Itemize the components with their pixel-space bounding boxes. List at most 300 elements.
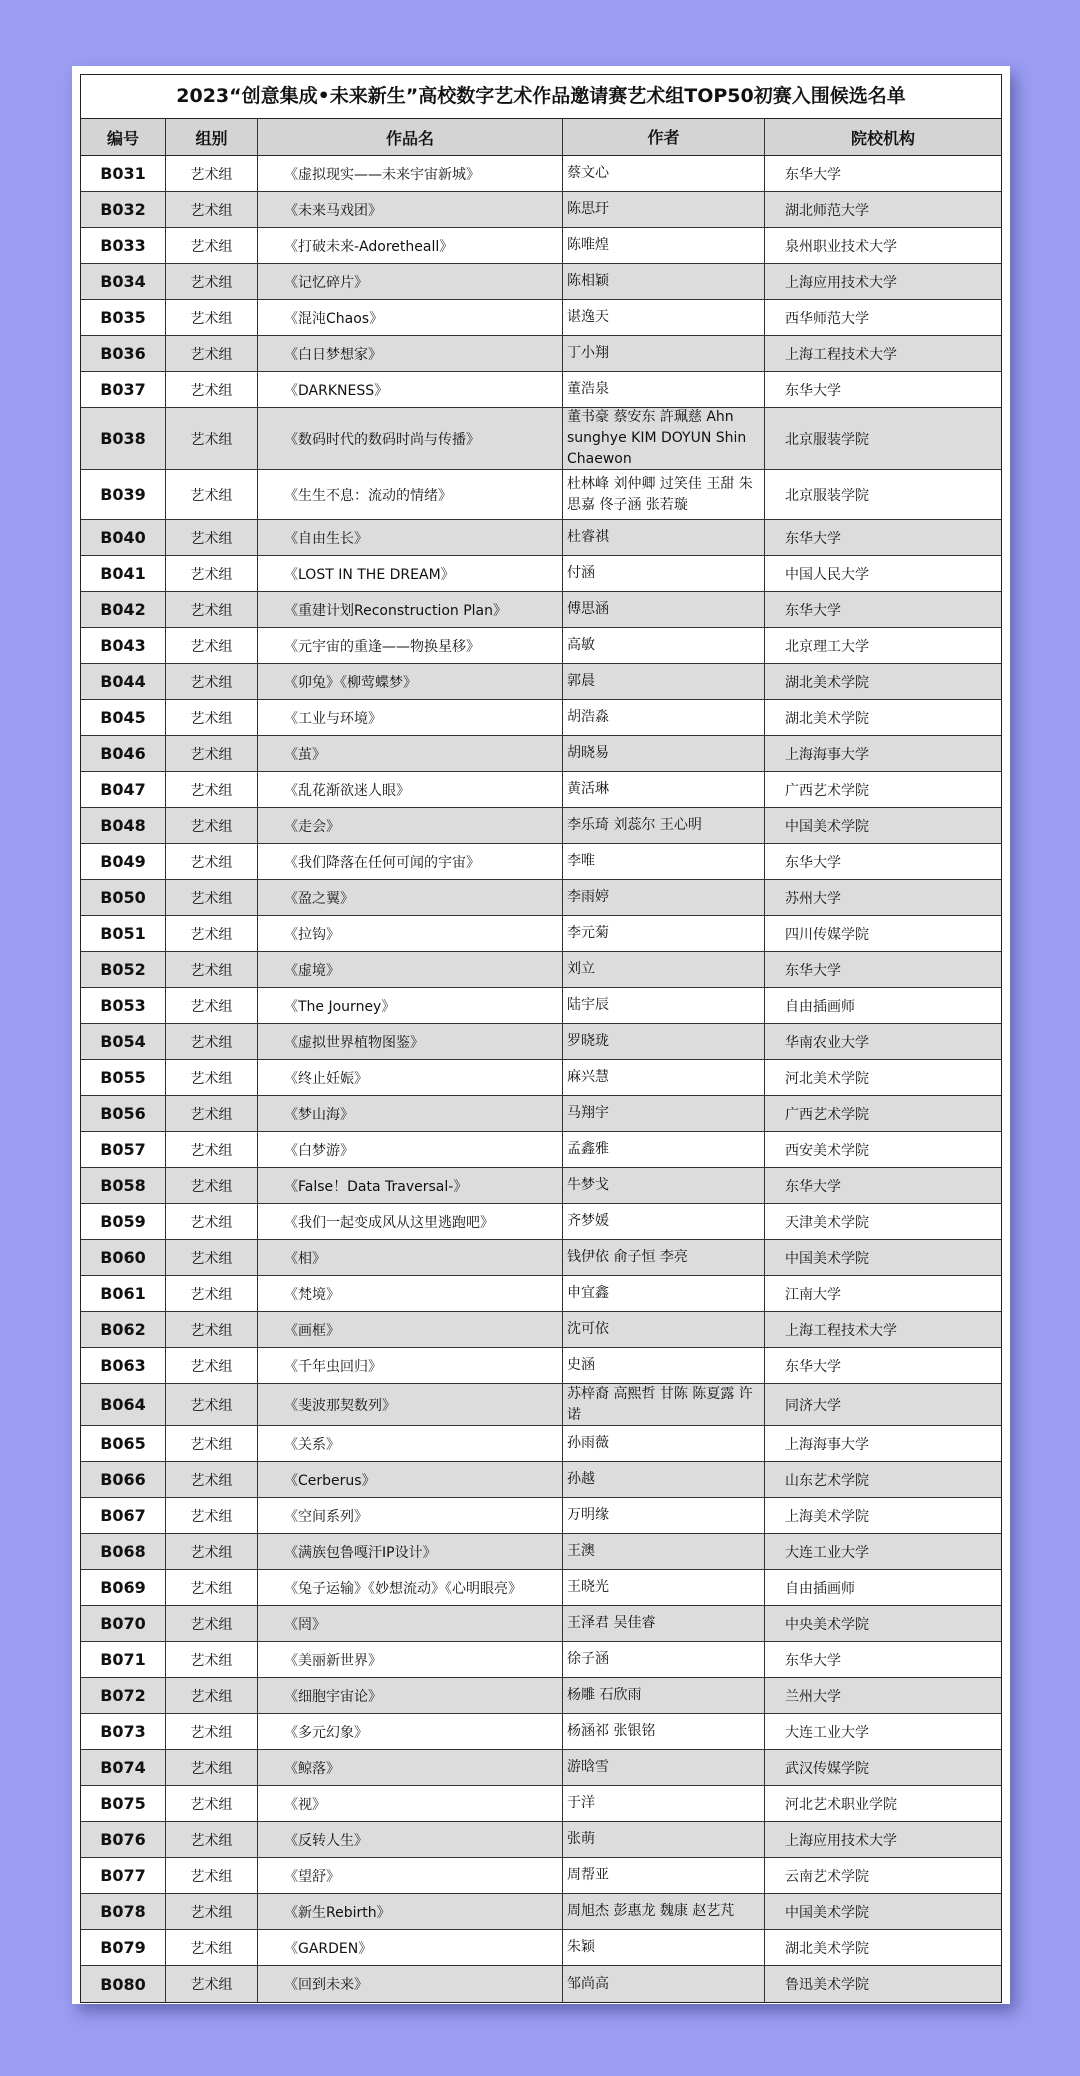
entry-group: 艺术组: [166, 1570, 258, 1605]
entry-id: B073: [81, 1714, 166, 1749]
entry-author: 蔡文心: [563, 156, 765, 191]
entry-author: 陆宇辰: [563, 988, 765, 1023]
entry-group: 艺术组: [166, 1168, 258, 1203]
entry-id: B046: [81, 736, 166, 771]
entry-institution: 同济大学: [785, 1397, 841, 1414]
entry-id: B045: [81, 700, 166, 735]
entry-author: 王澳: [563, 1534, 765, 1569]
entry-id: B063: [81, 1348, 166, 1383]
table-row: [81, 1204, 1001, 1240]
entry-id: B078: [81, 1894, 166, 1929]
entry-institution: 湖北美术学院: [785, 710, 869, 727]
entry-group: 艺术组: [166, 1642, 258, 1677]
entry-work-title: 《茧》: [258, 736, 563, 771]
table-row: [81, 1858, 1001, 1894]
table-row: [81, 1096, 1001, 1132]
entry-id: B038: [81, 408, 166, 469]
entry-work-title: 《多元幻象》: [258, 1714, 563, 1749]
entry-author: 胡晓易: [563, 736, 765, 771]
entry-institution: 北京服装学院: [785, 431, 869, 448]
entry-institution: 自由插画师: [785, 998, 855, 1015]
entry-work-title: 《Cerberus》: [258, 1462, 563, 1497]
entry-author: 于洋: [563, 1786, 765, 1821]
entry-group: 艺术组: [166, 264, 258, 299]
entry-author: 周帮亚: [563, 1858, 765, 1893]
entry-group: 艺术组: [166, 300, 258, 335]
entry-author: 罗晓珑: [563, 1024, 765, 1059]
entry-author: 万明缘: [563, 1498, 765, 1533]
entry-institution: 兰州大学: [785, 1688, 841, 1705]
entry-institution: 上海海事大学: [785, 746, 869, 763]
entry-work-title: 《我们降落在任何可闻的宇宙》: [258, 844, 563, 879]
table-row: [81, 1642, 1001, 1678]
entry-group: 艺术组: [166, 952, 258, 987]
entry-group: 艺术组: [166, 1894, 258, 1929]
entry-author: 胡浩淼: [563, 700, 765, 735]
entry-work-title: 《梵境》: [258, 1276, 563, 1311]
entry-group: 艺术组: [166, 1966, 258, 2002]
entry-institution: 湖北师范大学: [785, 202, 869, 219]
entry-group: 艺术组: [166, 1132, 258, 1167]
entry-author: 杜林峰 刘仲卿 过笑佳 王甜 朱思嘉 佟子涵 张若璇: [563, 470, 765, 519]
entry-institution: 天津美术学院: [785, 1214, 869, 1231]
entry-id: B035: [81, 300, 166, 335]
entry-id: B042: [81, 592, 166, 627]
entry-work-title: 《记忆碎片》: [258, 264, 563, 299]
table-row: [81, 916, 1001, 952]
entry-institution: 云南艺术学院: [785, 1868, 869, 1885]
table-row: [81, 952, 1001, 988]
entry-work-title: 《False！Data Traversal-》: [258, 1168, 563, 1203]
column-header-group: 组别: [166, 119, 258, 155]
table-title: 2023“创意集成•未来新生”高校数字艺术作品邀请赛艺术组TOP50初赛入围候选名单: [81, 75, 1001, 119]
entry-work-title: 《LOST IN THE DREAM》: [258, 556, 563, 591]
entry-id: B051: [81, 916, 166, 951]
entry-institution: 大连工业大学: [785, 1544, 869, 1561]
entry-work-title: 《关系》: [258, 1426, 563, 1461]
entry-author: 王泽君 吴佳睿: [563, 1606, 765, 1641]
table-row: [81, 1348, 1001, 1384]
entry-group: 艺术组: [166, 336, 258, 371]
entry-author: 孙雨薇: [563, 1426, 765, 1461]
entry-group: 艺术组: [166, 1312, 258, 1347]
entry-author: 陈唯煌: [563, 228, 765, 263]
entry-id: B055: [81, 1060, 166, 1095]
table-row: [81, 1894, 1001, 1930]
entry-institution: 湖北美术学院: [785, 1940, 869, 1957]
entry-id: B064: [81, 1384, 166, 1425]
entry-author: 李雨婷: [563, 880, 765, 915]
entry-id: B040: [81, 520, 166, 555]
entry-institution: 广西艺术学院: [785, 1106, 869, 1123]
entry-work-title: 《兔子运输》《妙想流动》《心明眼亮》: [258, 1570, 563, 1605]
entry-group: 艺术组: [166, 844, 258, 879]
entry-institution: 大连工业大学: [785, 1724, 869, 1741]
entry-institution: 中国美术学院: [785, 818, 869, 835]
entry-group: 艺术组: [166, 408, 258, 469]
entry-group: 艺术组: [166, 1426, 258, 1461]
entry-work-title: 《满族包鲁嘎汗IP设计》: [258, 1534, 563, 1569]
table-row: [81, 592, 1001, 628]
entry-group: 艺术组: [166, 1096, 258, 1131]
table-row: [81, 1024, 1001, 1060]
entry-group: 艺术组: [166, 1714, 258, 1749]
entry-work-title: 《千年虫回归》: [258, 1348, 563, 1383]
entry-institution: 上海应用技术大学: [785, 274, 897, 291]
entry-id: B052: [81, 952, 166, 987]
entry-work-title: 《我们一起变成风从这里逃跑吧》: [258, 1204, 563, 1239]
entry-institution: 东华大学: [785, 166, 841, 183]
entry-author: 孙越: [563, 1462, 765, 1497]
entry-work-title: 《生生不息：流动的情绪》: [258, 470, 563, 519]
entry-work-title: 《鲸落》: [258, 1750, 563, 1785]
entry-work-title: 《回到未来》: [258, 1966, 563, 2002]
entry-institution: 西安美术学院: [785, 1142, 869, 1159]
entry-group: 艺术组: [166, 1822, 258, 1857]
entry-work-title: 《元宇宙的重逢——物换星移》: [258, 628, 563, 663]
column-header-id: 编号: [81, 119, 166, 155]
entry-id: B053: [81, 988, 166, 1023]
table-row: [81, 1714, 1001, 1750]
entry-work-title: 《卯兔》《柳莺蝶梦》: [258, 664, 563, 699]
entry-group: 艺术组: [166, 1060, 258, 1095]
table-row: [81, 156, 1001, 192]
entry-group: 艺术组: [166, 628, 258, 663]
entry-institution: 自由插画师: [785, 1580, 855, 1597]
entry-id: B068: [81, 1534, 166, 1569]
entry-group: 艺术组: [166, 556, 258, 591]
entry-institution: 河北美术学院: [785, 1070, 869, 1087]
entry-group: 艺术组: [166, 1786, 258, 1821]
table-row: [81, 1240, 1001, 1276]
entry-author: 史涵: [563, 1348, 765, 1383]
entry-work-title: 《罔》: [258, 1606, 563, 1641]
entry-id: B076: [81, 1822, 166, 1857]
entry-id: B044: [81, 664, 166, 699]
entry-institution: 中国美术学院: [785, 1904, 869, 1921]
entry-author: 丁小翔: [563, 336, 765, 371]
entry-id: B047: [81, 772, 166, 807]
column-header-institution: 院校机构: [850, 128, 915, 148]
entry-group: 艺术组: [166, 1858, 258, 1893]
table-row: [81, 628, 1001, 664]
entry-id: B074: [81, 1750, 166, 1785]
table-row: [81, 372, 1001, 408]
entry-institution: 武汉传媒学院: [785, 1760, 869, 1777]
entry-author: 周旭杰 彭惠龙 魏康 赵艺芃: [563, 1894, 765, 1929]
table-row: [81, 1426, 1001, 1462]
entry-author: 邹尚高: [563, 1966, 765, 2002]
entry-work-title: 《美丽新世界》: [258, 1642, 563, 1677]
entry-id: B075: [81, 1786, 166, 1821]
entry-institution: 西华师范大学: [785, 310, 869, 327]
entry-work-title: 《乱花渐欲迷人眼》: [258, 772, 563, 807]
entry-work-title: 《相》: [258, 1240, 563, 1275]
entry-institution: 东华大学: [785, 1652, 841, 1669]
entry-author: 杨涵祁 张银铭: [563, 1714, 765, 1749]
entry-id: B066: [81, 1462, 166, 1497]
table-row: [81, 1930, 1001, 1966]
entry-institution: 华南农业大学: [785, 1034, 869, 1051]
entry-author: 麻兴慧: [563, 1060, 765, 1095]
entry-author: 杜睿祺: [563, 520, 765, 555]
column-header-author: 作者: [563, 119, 765, 155]
entry-work-title: 《The Journey》: [258, 988, 563, 1023]
entry-id: B050: [81, 880, 166, 915]
entry-author: 齐梦媛: [563, 1204, 765, 1239]
candidate-table: [80, 74, 1002, 2003]
entry-author: 高敏: [563, 628, 765, 663]
entry-id: B036: [81, 336, 166, 371]
table-row: [81, 1570, 1001, 1606]
column-header-work: 作品名: [258, 119, 563, 155]
entry-author: 黄活琳: [563, 772, 765, 807]
entry-work-title: 《打破未来-Adoretheall》: [258, 228, 563, 263]
entry-author: 李元菊: [563, 916, 765, 951]
entry-id: B061: [81, 1276, 166, 1311]
entry-institution: 河北艺术职业学院: [785, 1796, 897, 1813]
entry-group: 艺术组: [166, 1240, 258, 1275]
entry-work-title: 《数码时代的数码时尚与传播》: [258, 408, 563, 469]
entry-work-title: 《混沌Chaos》: [258, 300, 563, 335]
entry-institution: 中国人民大学: [785, 566, 869, 583]
entry-work-title: 《虚拟世界植物图鉴》: [258, 1024, 563, 1059]
entry-id: B037: [81, 372, 166, 407]
entry-group: 艺术组: [166, 988, 258, 1023]
entry-author: 沈可依: [563, 1312, 765, 1347]
entry-work-title: 《梦山海》: [258, 1096, 563, 1131]
entry-group: 艺术组: [166, 592, 258, 627]
entry-institution: 东华大学: [785, 382, 841, 399]
table-row: [81, 1462, 1001, 1498]
entry-id: B057: [81, 1132, 166, 1167]
entry-id: B072: [81, 1678, 166, 1713]
entry-institution: 北京理工大学: [785, 638, 869, 655]
entry-author: 李乐琦 刘蕊尔 王心明: [563, 808, 765, 843]
entry-id: B058: [81, 1168, 166, 1203]
entry-group: 艺术组: [166, 1498, 258, 1533]
entry-id: B071: [81, 1642, 166, 1677]
entry-work-title: 《虚境》: [258, 952, 563, 987]
entry-group: 艺术组: [166, 1384, 258, 1425]
table-row: [81, 1822, 1001, 1858]
entry-work-title: 《反转人生》: [258, 1822, 563, 1857]
entry-group: 艺术组: [166, 1348, 258, 1383]
table-row: [81, 1534, 1001, 1570]
entry-author: 马翔宇: [563, 1096, 765, 1131]
entry-id: B069: [81, 1570, 166, 1605]
entry-author: 李唯: [563, 844, 765, 879]
table-row: [81, 192, 1001, 228]
entry-group: 艺术组: [166, 1462, 258, 1497]
table-row: [81, 1132, 1001, 1168]
entry-author: 徐子涵: [563, 1642, 765, 1677]
entry-id: B039: [81, 470, 166, 519]
entry-author: 陈相颖: [563, 264, 765, 299]
entry-author: 杨雕 石欣雨: [563, 1678, 765, 1713]
entry-id: B067: [81, 1498, 166, 1533]
entry-author: 孟鑫雅: [563, 1132, 765, 1167]
entry-institution: 苏州大学: [785, 890, 841, 907]
entry-institution: 广西艺术学院: [785, 782, 869, 799]
entry-author: 王晓光: [563, 1570, 765, 1605]
entry-institution: 上海工程技术大学: [785, 346, 897, 363]
entry-work-title: 《自由生长》: [258, 520, 563, 555]
table-row: [81, 1060, 1001, 1096]
entry-group: 艺术组: [166, 1606, 258, 1641]
table-row: [81, 808, 1001, 844]
entry-id: B048: [81, 808, 166, 843]
table-row: [81, 772, 1001, 808]
entry-id: B032: [81, 192, 166, 227]
table-row: [81, 844, 1001, 880]
entry-author: 游晗雪: [563, 1750, 765, 1785]
entry-author: 刘立: [563, 952, 765, 987]
entry-author: 苏梓裔 高熙哲 甘陈 陈夏露 许诺: [563, 1384, 765, 1425]
entry-author: 牛梦戈: [563, 1168, 765, 1203]
entry-group: 艺术组: [166, 808, 258, 843]
entry-work-title: 《斐波那契数列》: [258, 1384, 563, 1425]
entry-institution: 东华大学: [785, 854, 841, 871]
entry-institution: 中国美术学院: [785, 1250, 869, 1267]
entry-group: 艺术组: [166, 156, 258, 191]
entry-author: 董浩泉: [563, 372, 765, 407]
entry-group: 艺术组: [166, 1204, 258, 1239]
table-row: [81, 556, 1001, 592]
entry-author: 傅思涵: [563, 592, 765, 627]
table-row: [81, 664, 1001, 700]
entry-group: 艺术组: [166, 1930, 258, 1965]
entry-institution: 泉州职业技术大学: [785, 238, 897, 255]
table-row: [81, 880, 1001, 916]
document-sheet: [72, 66, 1010, 2004]
entry-id: B062: [81, 1312, 166, 1347]
entry-id: B079: [81, 1930, 166, 1965]
table-row: [81, 1276, 1001, 1312]
table-row: [81, 988, 1001, 1024]
entry-group: 艺术组: [166, 1750, 258, 1785]
entry-institution: 湖北美术学院: [785, 674, 869, 691]
entry-work-title: 《空间系列》: [258, 1498, 563, 1533]
entry-institution: 江南大学: [785, 1286, 841, 1303]
table-row: [81, 470, 1001, 520]
entry-institution: 东华大学: [785, 962, 841, 979]
entry-work-title: 《走会》: [258, 808, 563, 843]
entry-work-title: 《虚拟现实——未来宇宙新城》: [258, 156, 563, 191]
entry-id: B080: [81, 1966, 166, 2002]
entry-author: 张萌: [563, 1822, 765, 1857]
entry-author: 董书豪 蔡安东 許珮慈 Ahn sunghye KIM DOYUN Shin Chaewon: [563, 408, 765, 469]
entry-work-title: 《未来马戏团》: [258, 192, 563, 227]
table-row: [81, 520, 1001, 556]
entry-id: B043: [81, 628, 166, 663]
entry-institution: 北京服装学院: [785, 487, 869, 504]
table-row: [81, 336, 1001, 372]
entry-author: 郭晨: [563, 664, 765, 699]
entry-institution: 上海海事大学: [785, 1436, 869, 1453]
table-row: [81, 1384, 1001, 1426]
table-row: [81, 700, 1001, 736]
entry-id: B049: [81, 844, 166, 879]
entry-author: 朱颖: [563, 1930, 765, 1965]
entry-work-title: 《视》: [258, 1786, 563, 1821]
entry-id: B041: [81, 556, 166, 591]
entry-institution: 东华大学: [785, 1178, 841, 1195]
entry-institution: 上海应用技术大学: [785, 1832, 897, 1849]
entry-institution: 中央美术学院: [785, 1616, 869, 1633]
entry-author: 申宜鑫: [563, 1276, 765, 1311]
entry-group: 艺术组: [166, 470, 258, 519]
entry-work-title: 《望舒》: [258, 1858, 563, 1893]
entry-work-title: 《重建计划Reconstruction Plan》: [258, 592, 563, 627]
table-row: [81, 1312, 1001, 1348]
table-row: [81, 1606, 1001, 1642]
entry-id: B056: [81, 1096, 166, 1131]
entry-group: 艺术组: [166, 700, 258, 735]
table-row: [81, 408, 1001, 470]
table-row: [81, 264, 1001, 300]
entry-group: 艺术组: [166, 1024, 258, 1059]
table-row: [81, 1498, 1001, 1534]
entry-id: B033: [81, 228, 166, 263]
entry-institution: 上海美术学院: [785, 1508, 869, 1525]
entry-author: 陈思玗: [563, 192, 765, 227]
entry-work-title: 《白梦游》: [258, 1132, 563, 1167]
table-row: [81, 1750, 1001, 1786]
entry-group: 艺术组: [166, 772, 258, 807]
entry-institution: 东华大学: [785, 602, 841, 619]
entry-id: B059: [81, 1204, 166, 1239]
entry-work-title: 《细胞宇宙论》: [258, 1678, 563, 1713]
table-row: [81, 1786, 1001, 1822]
table-header-row: [81, 119, 1001, 156]
table-row: [81, 1966, 1001, 2002]
table-row: [81, 1168, 1001, 1204]
entry-group: 艺术组: [166, 916, 258, 951]
entry-group: 艺术组: [166, 1276, 258, 1311]
entry-group: 艺术组: [166, 192, 258, 227]
entry-id: B060: [81, 1240, 166, 1275]
table-row: [81, 1678, 1001, 1714]
entry-work-title: 《白日梦想家》: [258, 336, 563, 371]
entry-group: 艺术组: [166, 1678, 258, 1713]
entry-institution: 东华大学: [785, 1358, 841, 1375]
entry-group: 艺术组: [166, 228, 258, 263]
entry-work-title: 《工业与环境》: [258, 700, 563, 735]
entry-institution: 东华大学: [785, 530, 841, 547]
entry-author: 钱伊依 俞子恒 李亮: [563, 1240, 765, 1275]
table-row: [81, 300, 1001, 336]
entry-work-title: 《新生Rebirth》: [258, 1894, 563, 1929]
entry-institution: 上海工程技术大学: [785, 1322, 897, 1339]
entry-work-title: 《终止妊娠》: [258, 1060, 563, 1095]
entry-group: 艺术组: [166, 736, 258, 771]
entry-work-title: 《盈之翼》: [258, 880, 563, 915]
entry-work-title: 《拉钩》: [258, 916, 563, 951]
table-row: [81, 228, 1001, 264]
entry-group: 艺术组: [166, 880, 258, 915]
entry-id: B077: [81, 1858, 166, 1893]
table-row: [81, 736, 1001, 772]
entry-group: 艺术组: [166, 664, 258, 699]
entry-institution: 四川传媒学院: [785, 926, 869, 943]
entry-id: B070: [81, 1606, 166, 1641]
entry-work-title: 《GARDEN》: [258, 1930, 563, 1965]
entry-id: B065: [81, 1426, 166, 1461]
entry-work-title: 《DARKNESS》: [258, 372, 563, 407]
entry-institution: 鲁迅美术学院: [785, 1977, 869, 1993]
entry-group: 艺术组: [166, 520, 258, 555]
